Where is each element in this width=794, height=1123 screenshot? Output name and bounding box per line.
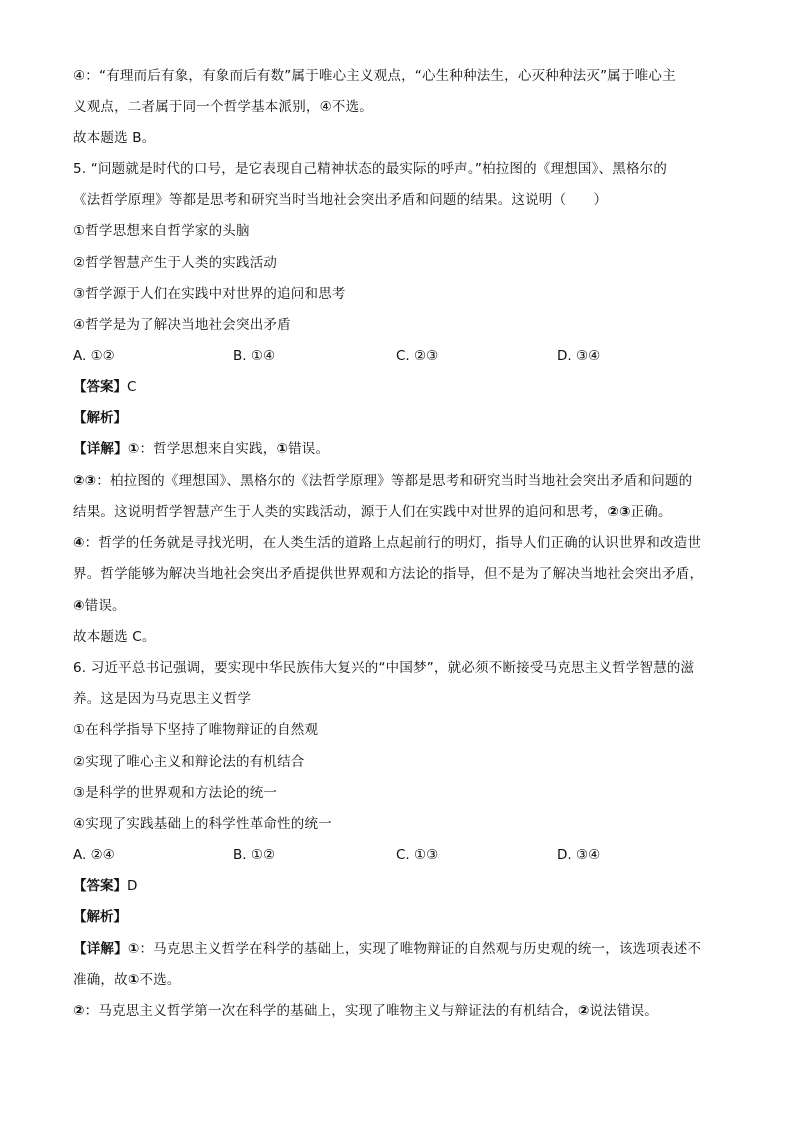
detail-text: ：哲学思想来自实践， [139, 441, 277, 457]
question-5-conclusion: 故本题选 C。 [73, 629, 156, 645]
answer-value: C [127, 379, 137, 395]
question-6-option-a: A. ②④ [73, 847, 115, 863]
question-6-stem: 6. 习近平总书记强调，要实现中华民族伟大复兴的“中国梦”，就必须不断接受马克思主义哲学智慧的滋 [73, 660, 695, 676]
question-5-detail-3-cont: 界。哲学能够为解决当地社会突出矛盾提供世界观和方法论的指导，但不是为了解决当地社会突出矛盾， [73, 566, 704, 582]
question-6-answer [73, 876, 137, 896]
question-5-option-d: D. ③④ [557, 348, 601, 364]
analysis-tag: 【解析】 [73, 909, 127, 925]
detail-text: ：哲学的任务就是寻找光明，在人类生活的道路上点起前行的明灯，指导人们正确的认识世界和改造世 [84, 535, 702, 551]
detail-text: 说法错误。 [589, 1003, 658, 1019]
question-6-option-c: C. ①③ [396, 847, 439, 863]
detail-number: ②③ [73, 473, 97, 489]
question-5-detail-2-cont [73, 502, 672, 522]
detail-text: ：柏拉图的《理想国》、黑格尔的《法哲学原理》等都是思考和研究当时当地社会突出矛盾和问题的 [96, 473, 693, 489]
detail-tag: 【详解】 [73, 941, 128, 957]
detail-text: 不选。 [139, 972, 181, 988]
question-5-statement: ④哲学是为了解决当地社会突出矛盾 [73, 317, 291, 333]
question-6-detail-1-cont [73, 970, 181, 990]
detail-number: ① [127, 941, 140, 957]
paragraph-line: 义观点，二者属于同一个哲学基本派别，④不选。 [73, 99, 374, 115]
question-6-option-b: B. ①② [233, 847, 276, 863]
detail-number: ④ [73, 598, 85, 614]
detail-number: ① [127, 441, 140, 457]
question-5-stem: 5. “问题就是时代的口号，是它表现自己精神状态的最实际的呼声。”柏拉图的《理想国》、黑格尔的 [73, 161, 668, 177]
detail-number: ① [276, 441, 289, 457]
question-6-statement: ②实现了唯心主义和辩论法的有机结合 [73, 754, 305, 770]
question-5-answer [73, 377, 136, 397]
question-5-statement: ①哲学思想来自哲学家的头脑 [73, 223, 250, 239]
question-5-stem: 《法哲学原理》等都是思考和研究当时当地社会突出矛盾和问题的结果。这说明（ ） [73, 192, 608, 208]
detail-number: ② [73, 1003, 85, 1019]
question-5-detail-1 [73, 439, 329, 459]
question-5-analysis-tag [73, 408, 127, 428]
detail-text: 结果。这说明哲学智慧产生于人类的实践活动，源于人们在实践中对世界的追问和思考， [73, 504, 608, 520]
question-6-analysis-tag [73, 907, 127, 927]
question-6-option-d: D. ③④ [557, 847, 601, 863]
detail-number: ②③ [607, 504, 631, 520]
analysis-tag: 【解析】 [73, 410, 127, 426]
answer-value: D [127, 878, 138, 894]
question-5-detail-2 [73, 471, 692, 491]
question-5-detail-3 [73, 533, 701, 553]
detail-text: 准确，故 [73, 972, 128, 988]
detail-number: ② [577, 1003, 590, 1019]
detail-number: ④ [73, 535, 85, 551]
question-5-statement: ②哲学智慧产生于人类的实践活动 [73, 255, 278, 271]
question-5-option-b: B. ①④ [233, 348, 276, 364]
detail-number: ① [127, 972, 140, 988]
conclusion-line: 故本题选 B。 [73, 130, 156, 146]
answer-tag: 【答案】 [73, 878, 127, 894]
detail-text: 错误。 [84, 598, 126, 614]
question-6-detail-2 [73, 1001, 658, 1021]
detail-text: ：马克思主义哲学第一次在科学的基础上，实现了唯物主义与辩证法的有机结合， [84, 1003, 578, 1019]
detail-text: 错误。 [288, 441, 330, 457]
question-5-detail-3-end [73, 596, 126, 616]
question-5-option-a: A. ①② [73, 348, 115, 364]
question-6-stem: 养。这是因为马克思主义哲学 [73, 691, 252, 707]
answer-tag: 【答案】 [73, 379, 127, 395]
paragraph-line: ④：“有理而后有象，有象而后有数”属于唯心主义观点，“心生种种法生，心灭种种法灭”属于唯心主 [73, 68, 676, 84]
question-6-statement: ③是科学的世界观和方法论的统一 [73, 785, 278, 801]
detail-text: 正确。 [630, 504, 672, 520]
detail-tag: 【详解】 [73, 441, 128, 457]
question-5-statement: ③哲学源于人们在实践中对世界的追问和思考 [73, 286, 346, 302]
question-5-option-c: C. ②③ [396, 348, 439, 364]
question-6-statement: ④实现了实践基础上的科学性革命性的统一 [73, 816, 332, 832]
question-6-statement: ①在科学指导下坚持了唯物辩证的自然观 [73, 722, 319, 738]
question-6-detail-1 [73, 939, 701, 959]
detail-text: ：马克思主义哲学在科学的基础上，实现了唯物辩证的自然观与历史观的统一，该选项表述不 [139, 941, 702, 957]
